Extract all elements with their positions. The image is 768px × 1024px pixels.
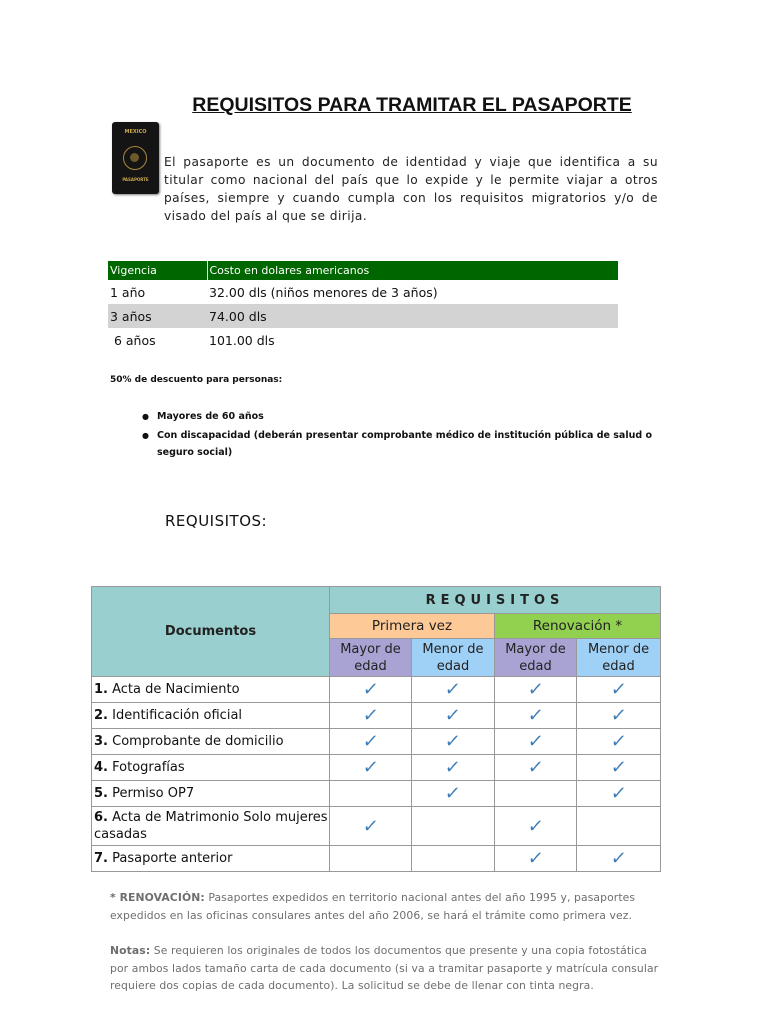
document-cell <box>92 846 330 872</box>
table-row <box>92 807 661 846</box>
document-name: Fotografías <box>112 760 185 775</box>
checkmark-icon: ✓ <box>526 731 545 752</box>
checkmark-icon: ✓ <box>609 783 628 804</box>
vigencia-cell: 3 años <box>108 304 207 328</box>
checkmark-icon: ✓ <box>526 705 545 726</box>
document-name: Permiso OP7 <box>112 786 195 801</box>
requirement-cell <box>495 807 577 846</box>
cost-cell: 101.00 dls <box>209 332 275 348</box>
primera-vez-header: Primera vez <box>330 614 495 639</box>
document-number: 4. <box>94 760 108 775</box>
checkmark-icon: ✓ <box>361 815 380 837</box>
checkmark-icon: ✓ <box>526 757 545 778</box>
requirement-cell <box>330 729 412 755</box>
document-name: Acta de Matrimonio Solo mujeres casadas <box>94 810 328 842</box>
requirement-cell <box>495 677 577 703</box>
requirement-cell <box>412 846 495 872</box>
checkmark-icon: ✓ <box>361 757 380 778</box>
vigencia-header-row <box>108 261 618 280</box>
document-cell <box>92 677 330 703</box>
checkmark-icon: ✓ <box>526 815 545 837</box>
table-row <box>108 280 618 304</box>
table-row <box>108 328 618 352</box>
requirement-cell <box>330 677 412 703</box>
documentos-header: Documentos <box>92 587 330 677</box>
requirement-cell <box>577 807 661 846</box>
table-row <box>92 781 661 807</box>
passport-type-text: PASAPORTE <box>122 177 149 182</box>
requirement-cell <box>330 755 412 781</box>
renovacion-menor-header: Menor de edad <box>577 639 661 677</box>
checkmark-icon: ✓ <box>443 757 463 778</box>
checkmark-icon: ✓ <box>526 848 545 869</box>
document-name: Comprobante de domicilio <box>112 734 284 749</box>
document-number: 5. <box>94 786 108 801</box>
document-cell <box>92 807 330 846</box>
renovacion-mayor-header: Mayor de edad <box>495 639 577 677</box>
requirement-cell <box>495 781 577 807</box>
passport-country-text: MEXICO <box>124 129 147 135</box>
primera-mayor-header: Mayor de edad <box>330 639 412 677</box>
vigencia-cell: 1 año <box>110 284 146 300</box>
document-cell <box>92 703 330 729</box>
requirement-cell <box>412 703 495 729</box>
requirement-cell <box>330 807 412 846</box>
primera-menor-header: Menor de edad <box>412 639 495 677</box>
requirement-cell <box>412 677 495 703</box>
requirement-cell <box>577 755 661 781</box>
document-name: Acta de Nacimiento <box>112 682 240 697</box>
checkmark-icon: ✓ <box>609 757 628 778</box>
requirement-cell <box>577 729 661 755</box>
notas-note-label: Notas: <box>110 944 151 957</box>
list-item: ● Con discapacidad (deberán presentar comprobante médico de institución pública de salud o seguro social) <box>139 427 669 461</box>
requirement-cell <box>495 846 577 872</box>
coat-of-arms-icon <box>123 146 147 170</box>
table-row <box>92 677 661 703</box>
cost-header: Costo en dolares americanos <box>207 261 618 280</box>
document-name: Identificación oficial <box>112 708 243 723</box>
table-row <box>92 729 661 755</box>
document-name: Pasaporte anterior <box>112 851 233 866</box>
notas-note-text: Se requieren los originales de todos los documentos que presente y una copia fotostática por ambos lados tamaño carta de cada documento (si va a tramitar pasaporte y matrícula consular requiere dos copias de cada documento). La solicitud se debe de llenar con tinta negra. <box>110 944 659 992</box>
document-number: 3. <box>94 734 108 749</box>
table-row <box>92 846 661 872</box>
requirement-cell <box>495 729 577 755</box>
checkmark-icon: ✓ <box>443 783 463 804</box>
document-cell <box>92 755 330 781</box>
renovacion-note <box>110 889 660 924</box>
list-item: ● Mayores de 60 años <box>139 408 669 425</box>
table-row <box>92 703 661 729</box>
checkmark-icon: ✓ <box>443 679 463 700</box>
discount-list <box>139 408 669 463</box>
discount-title: 50% de descuento para personas: <box>110 375 283 385</box>
checkmark-icon: ✓ <box>609 705 628 726</box>
document-number: 7. <box>94 851 108 866</box>
page-title: REQUISITOS PARA TRAMITAR EL PASAPORTE <box>192 94 632 116</box>
table-row <box>92 755 661 781</box>
requirement-cell <box>330 703 412 729</box>
document-number: 6. <box>94 810 108 825</box>
requirement-cell <box>577 703 661 729</box>
checkmark-icon: ✓ <box>361 731 380 752</box>
requisitos-header: REQUISITOS <box>330 587 661 614</box>
checkmark-icon: ✓ <box>609 848 628 869</box>
checkmark-icon: ✓ <box>361 705 380 726</box>
document-number: 2. <box>94 708 108 723</box>
checkmark-icon: ✓ <box>443 705 463 726</box>
requisitos-heading: REQUISITOS: <box>165 512 268 530</box>
requirement-cell <box>412 781 495 807</box>
checkmark-icon: ✓ <box>526 679 545 700</box>
checkmark-icon: ✓ <box>361 679 380 700</box>
requirement-cell <box>495 703 577 729</box>
requirement-cell <box>412 729 495 755</box>
checkmark-icon: ✓ <box>609 731 628 752</box>
checkmark-icon: ✓ <box>609 679 628 700</box>
requirement-cell <box>577 677 661 703</box>
notas-note <box>110 942 660 995</box>
requisitos-body <box>92 677 661 872</box>
renovacion-note-label: * RENOVACIÓN: <box>110 891 205 904</box>
requirement-cell <box>577 846 661 872</box>
requirement-cell <box>412 807 495 846</box>
cost-cell: 74.00 dls <box>207 304 618 328</box>
requirement-cell <box>330 781 412 807</box>
vigencia-cell: 6 años <box>110 332 156 348</box>
requirement-cell <box>412 755 495 781</box>
passport-image <box>112 122 159 194</box>
requisitos-table <box>91 586 661 872</box>
vigencia-header: Vigencia <box>108 261 207 280</box>
requirement-cell <box>495 755 577 781</box>
renovacion-note-text: Pasaportes expedidos en territorio nacional antes del año 1995 y, pasaportes expedidos en las oficinas consulares antes del año 2006, se hará el trámite como primera vez. <box>110 891 636 922</box>
vigencia-cost-table <box>108 261 618 352</box>
document-cell <box>92 729 330 755</box>
table-row <box>108 304 618 328</box>
document-number: 1. <box>94 682 108 697</box>
renovacion-header: Renovación * <box>495 614 661 639</box>
document-cell <box>92 781 330 807</box>
cost-cell: 32.00 dls (niños menores de 3 años) <box>209 284 438 300</box>
requirement-cell <box>577 781 661 807</box>
requirement-cell <box>330 846 412 872</box>
checkmark-icon: ✓ <box>443 731 463 752</box>
intro-paragraph: El pasaporte es un documento de identidad y viaje que identifica a su titular como nacional del país que lo expide y le permite viajar a otros países, siempre y cuando cumpla con los requisitos migratorios y/o de visado del país al que se dirija. <box>164 155 658 223</box>
